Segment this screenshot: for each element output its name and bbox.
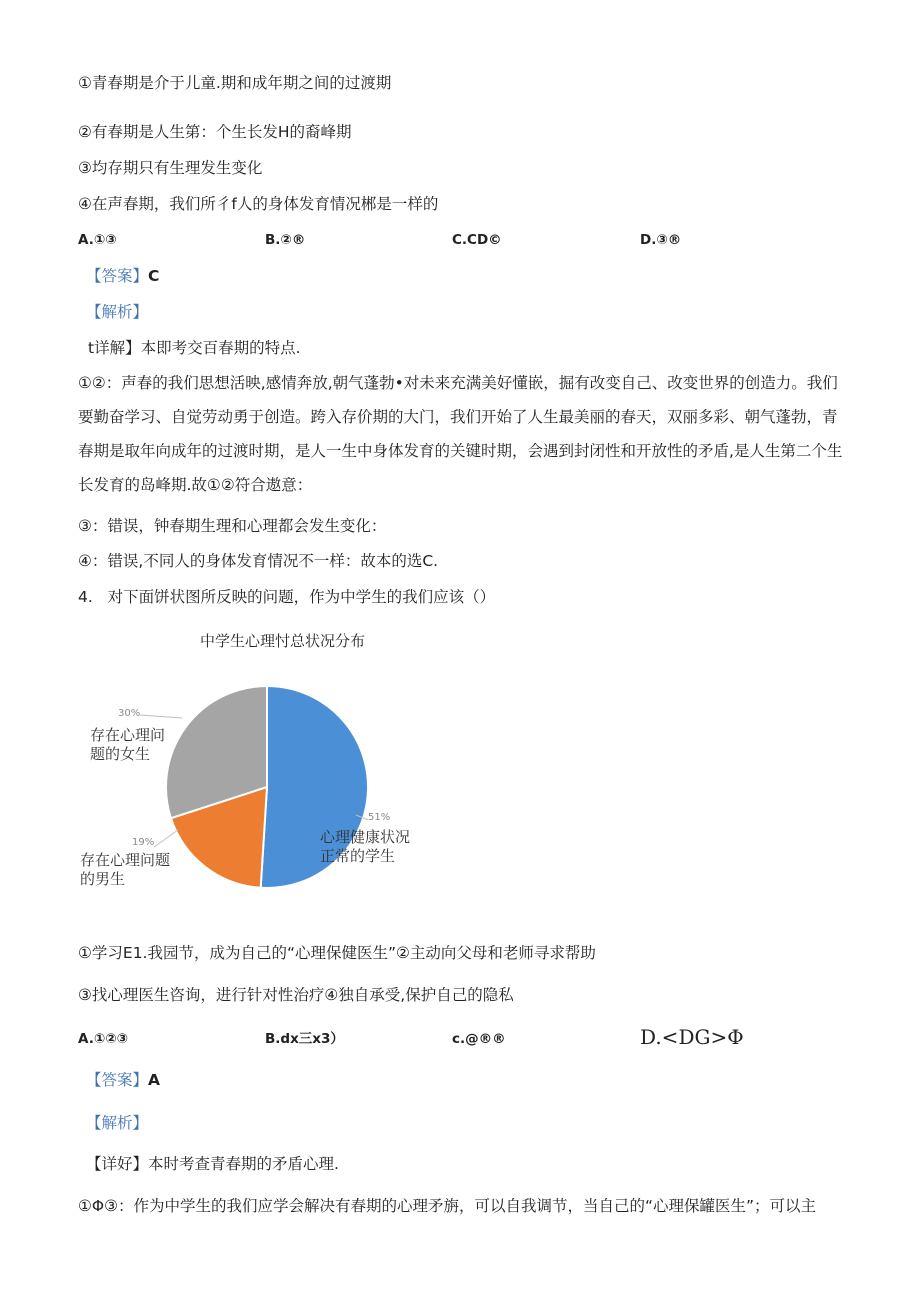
q3-explanation-2: ③：错误，钟春期生理和心理都会发生变化： [78,517,387,535]
answer-tag: 【答案】 [86,1071,149,1089]
q3-option-a: A.①③ [78,232,117,248]
slice-percent-label: 51% [368,812,391,823]
statement-3: ③均存期只有生理发生变化 [78,159,263,177]
q3-answer [86,265,159,287]
q4-detail: 【详好】本时考查青春期的矛盾心理. [86,1155,339,1173]
q4-option-a: A.①②③ [78,1031,129,1047]
slice-category-label: 存在心理问题 [80,851,171,869]
q4-stem: 4. 对下面饼状图所反映的问题，作为中学生的我们应该（） [78,588,496,606]
q4-analysis-tag: 【解析】 [86,1114,149,1132]
statement-4: ④在声春期，我们所彳f人的身体发育情况郴是一样的 [78,195,439,213]
q3-option-d: D.③® [640,232,682,248]
answer-tag: 【答案】 [86,267,149,285]
q3-analysis-tag: 【解析】 [86,303,149,321]
q4-option-b: B.dx三x3） [265,1031,344,1047]
answer-value: C [148,267,160,285]
slice-percent-label: 30% [118,708,141,719]
leader-line [154,830,178,847]
statement-1: ①青春期是介于儿童.期和成年期之间的过渡期 [78,74,392,92]
q3-option-c: C.CD© [452,232,502,248]
slice-category-label: 正常的学生 [320,847,396,865]
q4-option-d: D.<DG>Φ [640,1025,744,1049]
q4-explanation-1: ①Φ③：作为中学生的我们应学会解决有春期的心理矛旃，可以自我调节，当自己的“心理保罐医生”；可以主 [78,1197,817,1215]
slice-percent-label: 19% [132,837,155,848]
slice-category-label: 题的女生 [90,745,151,763]
q3-detail: t详解】本即考交百春期的特点. [88,339,301,357]
leader-line [140,715,182,718]
q3-explanation-3: ④：错误,不同人的身体发育情况不一样：故本的选C. [78,552,439,570]
pie-chart [70,670,490,910]
chart-title: 中学生心理忖总状况分布 [200,632,366,650]
statement-2: ②有春期是人生第：个生长发H的裔峰期 [78,123,352,141]
q4-answer [86,1069,160,1091]
slice-category-label: 心理健康状况 [320,828,411,846]
q4-option-c: c.@®® [452,1031,506,1047]
q4-choice-1: ①学习E1.我园节，成为自己的“心理保健医生”②主动向父母和老师寻求帮助 [78,944,596,962]
slice-category-label: 存在心理问 [90,726,166,744]
q4-choice-2: ③找心理医生咨询，进行针对性治疗④独自承受,保护自己的隐私 [78,986,514,1004]
q3-explanation-1: ①②：声春的我们思想活映,感情奔放,朝气蓬勃•对未来充满美好懂嵌，掘有改变自己、改变世界的创造力。我们要勤奋学习、自觉劳动勇于创造。跨入存价期的大门，我们开始了人生最美丽的春天，双丽多彩、朝气蓬勃，青春期是取年向成年的过渡时期，是人一生中身体发育的关键时期，会遇到封闭性和开放性的矛盾,是人生第二个生长发育的岛峰期.故①②符合遨意： [78,374,843,494]
answer-value: A [148,1071,161,1089]
slice-category-label: 的男生 [80,870,126,888]
q3-option-b: B.②® [265,232,306,248]
